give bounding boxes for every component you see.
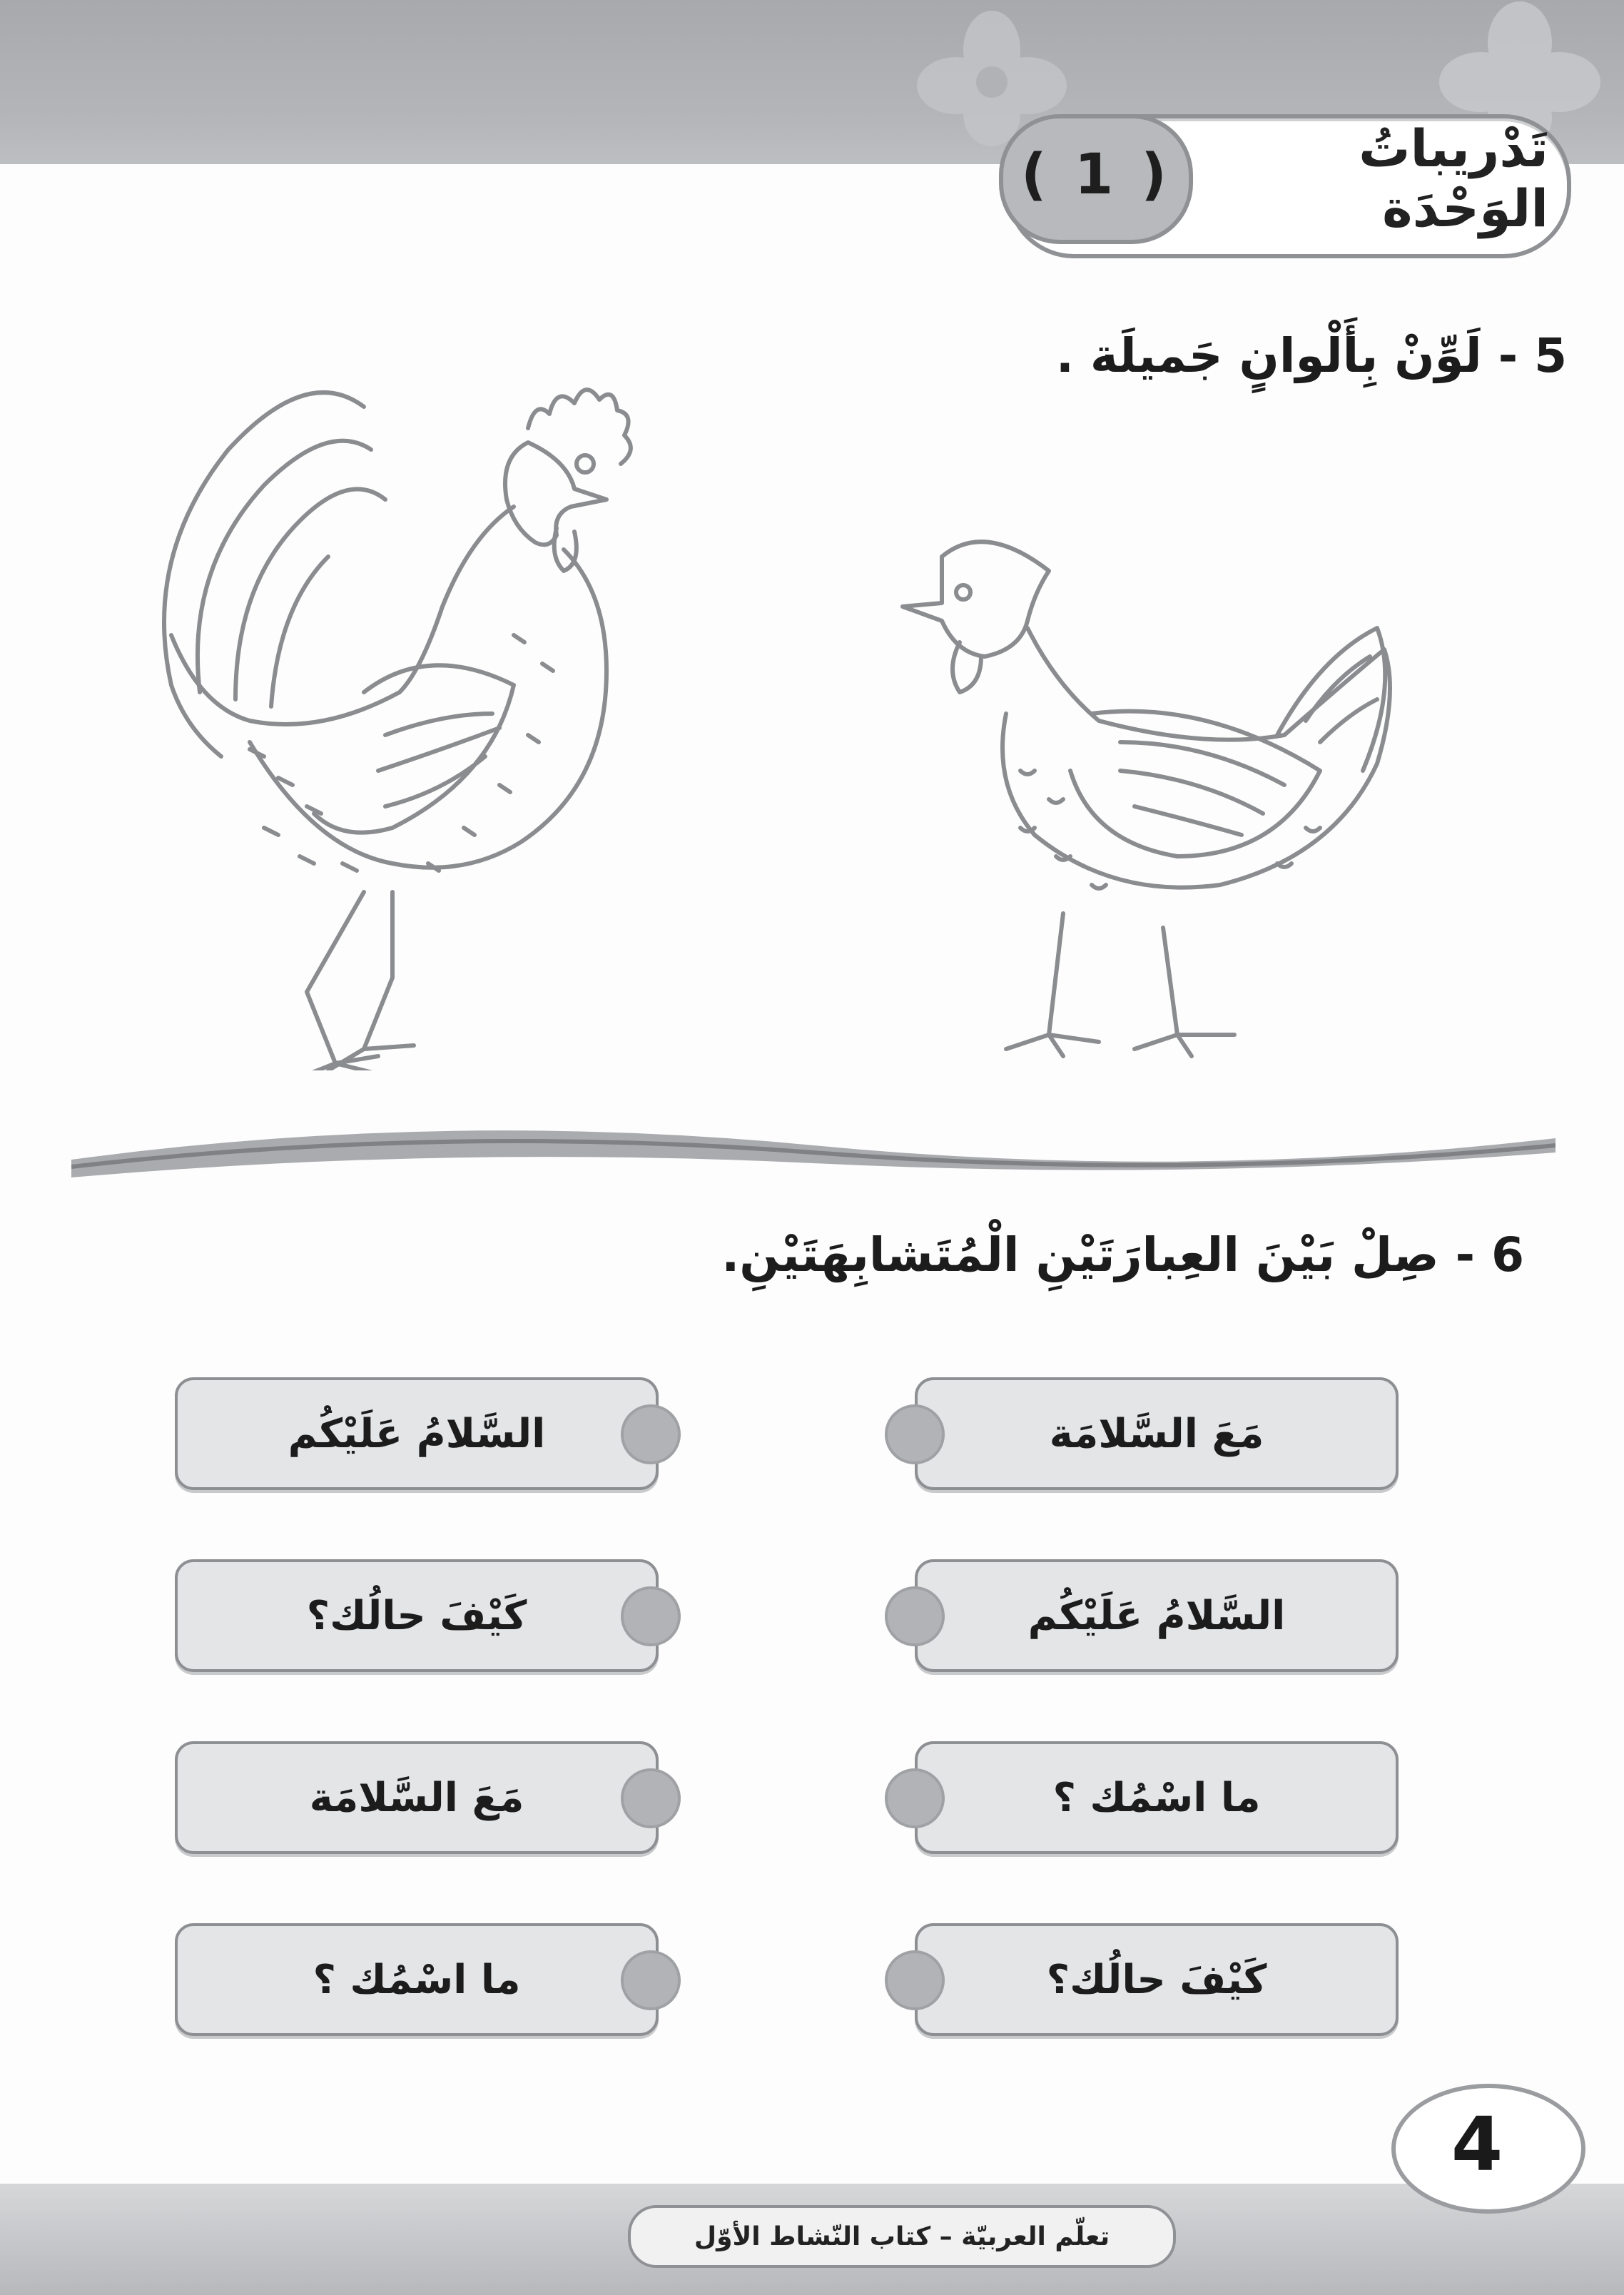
- book-title: تعلّم العربيّة – كتاب النّشاط الأوّل: [628, 2205, 1176, 2268]
- connect-dot[interactable]: [621, 1950, 681, 2010]
- match-box-left-4[interactable]: ما اسْمُك ؟: [175, 1923, 659, 2036]
- connect-dot[interactable]: [621, 1586, 681, 1646]
- match-box-left-3[interactable]: مَعَ السَّلامَة: [175, 1741, 659, 1854]
- page-title: تَدْريباتُ الوَحْدَة: [1359, 118, 1548, 238]
- match-box-right-4[interactable]: كَيْفَ حالُك؟: [915, 1923, 1399, 2036]
- connect-dot[interactable]: [621, 1768, 681, 1828]
- exercise-6-instruction: 6 - صِلْ بَيْنَ العِبارَتَيْنِ الْمُتَشابِهَتَيْنِ.: [721, 1227, 1524, 1282]
- connect-dot[interactable]: [885, 1586, 945, 1646]
- exercise-5-instruction: 5 - لَوِّنْ بِأَلْوانٍ جَميلَة .: [1055, 328, 1567, 383]
- section-divider: [71, 1110, 1556, 1195]
- connect-dot[interactable]: [621, 1404, 681, 1464]
- connect-dot[interactable]: [885, 1768, 945, 1828]
- match-box-left-1[interactable]: السَّلامُ عَلَيْكُم: [175, 1377, 659, 1490]
- connect-dot[interactable]: [885, 1950, 945, 2010]
- unit-number: ( 1 ): [1021, 143, 1171, 207]
- page-number: 4: [1451, 2101, 1503, 2188]
- match-box-right-1[interactable]: مَعَ السَّلامَة: [915, 1377, 1399, 1490]
- match-box-right-2[interactable]: السَّلامُ عَلَيْكُم: [915, 1559, 1399, 1672]
- hen-illustration: [878, 528, 1420, 1092]
- connect-dot[interactable]: [885, 1404, 945, 1464]
- rooster-illustration: [128, 364, 656, 1070]
- match-box-left-2[interactable]: كَيْفَ حالُك؟: [175, 1559, 659, 1672]
- match-box-right-3[interactable]: ما اسْمُك ؟: [915, 1741, 1399, 1854]
